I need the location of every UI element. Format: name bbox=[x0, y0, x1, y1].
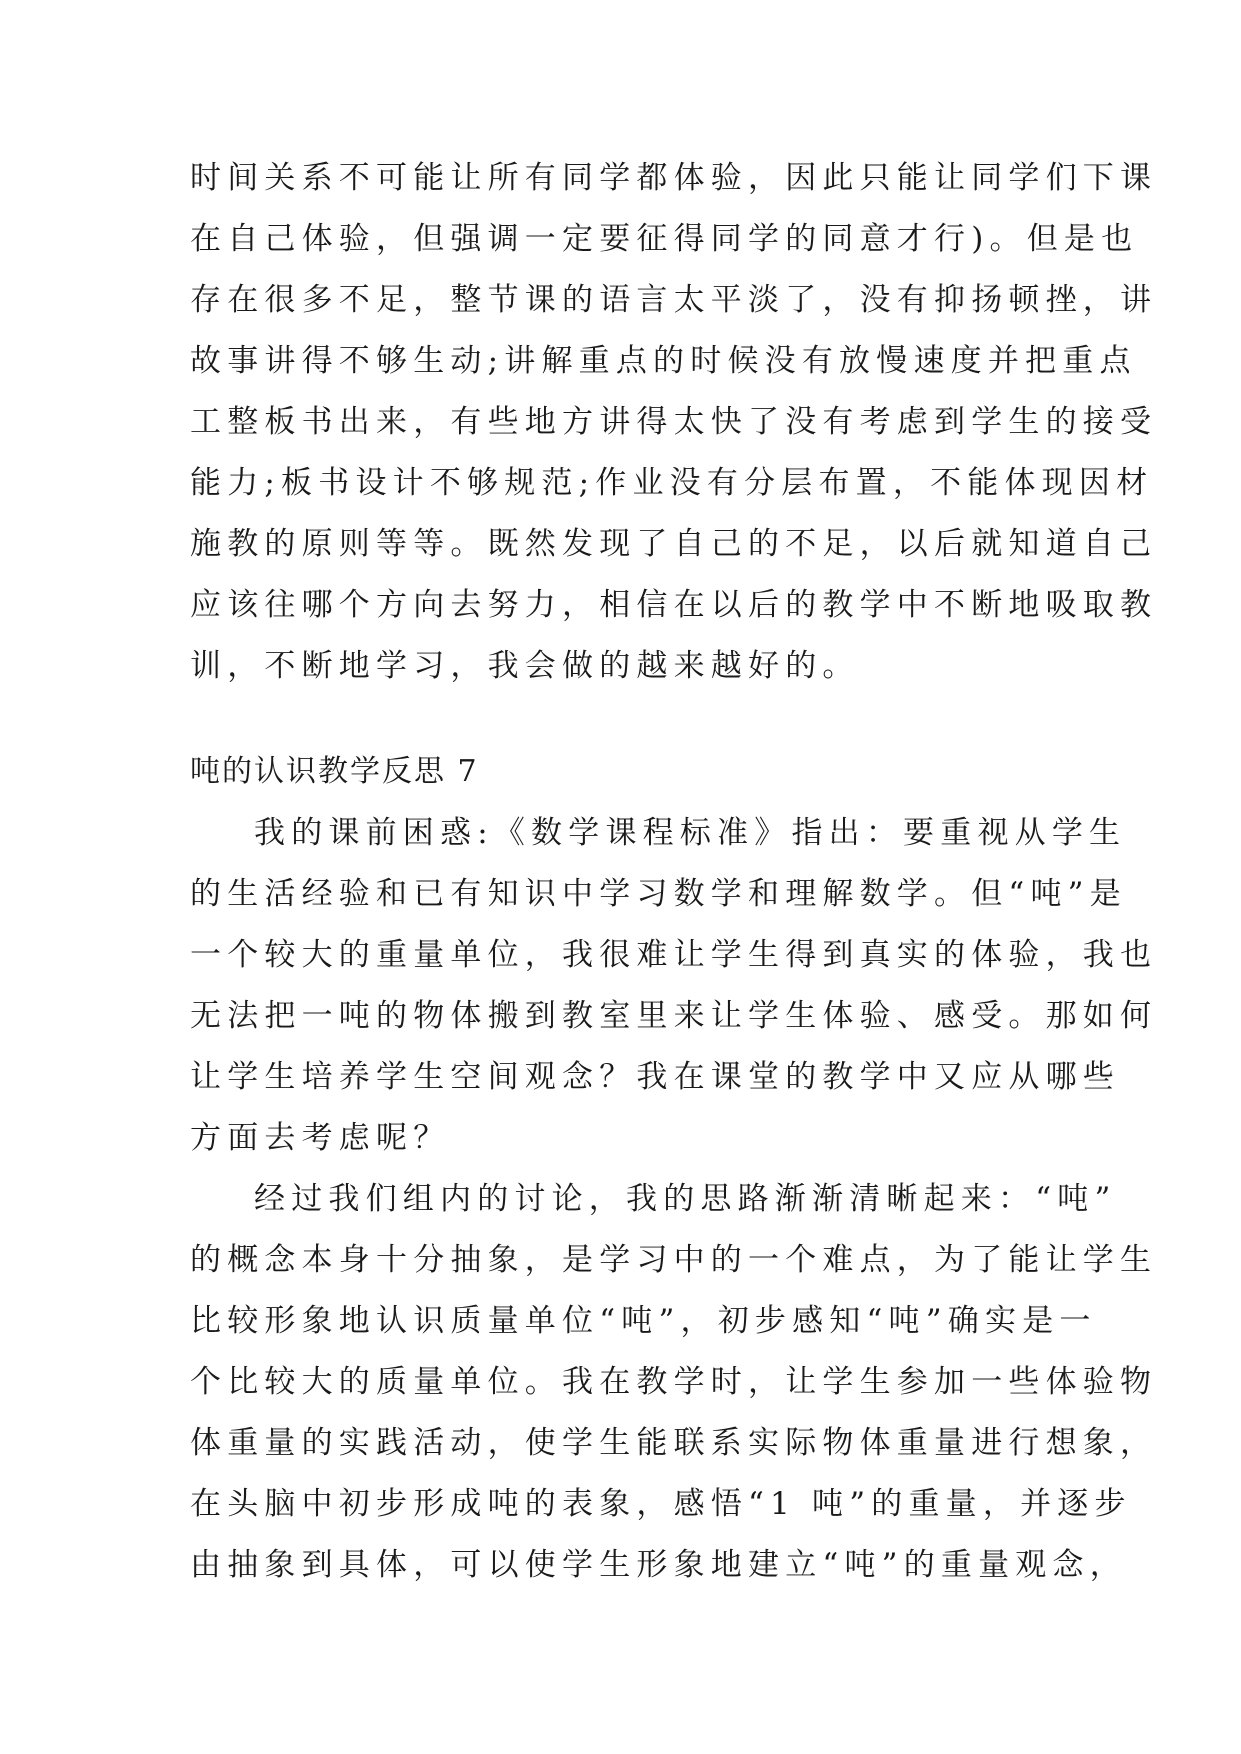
paragraph-line: 工整板书出来，有些地方讲得太快了没有考虑到学生的接受 bbox=[190, 404, 1158, 440]
section-heading: 吨的认识教学反思 7 bbox=[190, 754, 479, 789]
paragraph-line: 应该往哪个方向去努力，相信在以后的教学中不断地吸取教 bbox=[190, 587, 1158, 623]
paragraph-line: 经过我们组内的讨论，我的思路渐渐清晰起来：“吨” bbox=[254, 1181, 1117, 1217]
paragraph-line: 我的课前困惑:《数学课程标准》指出：要重视从学生 bbox=[254, 815, 1127, 851]
paragraph-line: 在头脑中初步形成吨的表象，感悟“1 吨”的重量，并逐步 bbox=[190, 1486, 1132, 1522]
paragraph-line: 无法把一吨的物体搬到教室里来让学生体验、感受。那如何 bbox=[190, 998, 1158, 1034]
paragraph-line: 个比较大的质量单位。我在教学时，让学生参加一些体验物 bbox=[190, 1364, 1158, 1400]
paragraph-line: 训，不断地学习，我会做的越来越好的。 bbox=[190, 648, 860, 684]
paragraph-line: 让学生培养学生空间观念？我在课堂的教学中又应从哪些 bbox=[190, 1059, 1120, 1095]
paragraph-line: 比较形象地认识质量单位“吨”，初步感知“吨”确实是一 bbox=[190, 1303, 1097, 1339]
paragraph-line: 由抽象到具体，可以使学生形象地建立“吨”的重量观念， bbox=[190, 1547, 1127, 1583]
paragraph-line: 一个较大的重量单位，我很难让学生得到真实的体验，我也 bbox=[190, 937, 1158, 973]
paragraph-line: 的概念本身十分抽象，是学习中的一个难点，为了能让学生 bbox=[190, 1242, 1158, 1278]
paragraph-line: 的生活经验和已有知识中学习数学和理解数学。但“吨”是 bbox=[190, 876, 1127, 912]
paragraph-line: 体重量的实践活动，使学生能联系实际物体重量进行想象， bbox=[190, 1425, 1158, 1461]
paragraph-line: 施教的原则等等。既然发现了自己的不足，以后就知道自己 bbox=[190, 526, 1158, 562]
paragraph-line: 故事讲得不够生动;讲解重点的时候没有放慢速度并把重点 bbox=[190, 343, 1137, 379]
paragraph-line: 时间关系不可能让所有同学都体验，因此只能让同学们下课 bbox=[190, 160, 1158, 196]
paragraph-line: 在自己体验，但强调一定要征得同学的同意才行)。但是也 bbox=[190, 221, 1139, 257]
paragraph-line: 能力;板书设计不够规范;作业没有分层布置，不能体现因材 bbox=[190, 465, 1154, 501]
paragraph-line: 存在很多不足，整节课的语言太平淡了，没有抑扬顿挫，讲 bbox=[190, 282, 1158, 318]
paragraph-line: 方面去考虑呢？ bbox=[190, 1120, 451, 1156]
